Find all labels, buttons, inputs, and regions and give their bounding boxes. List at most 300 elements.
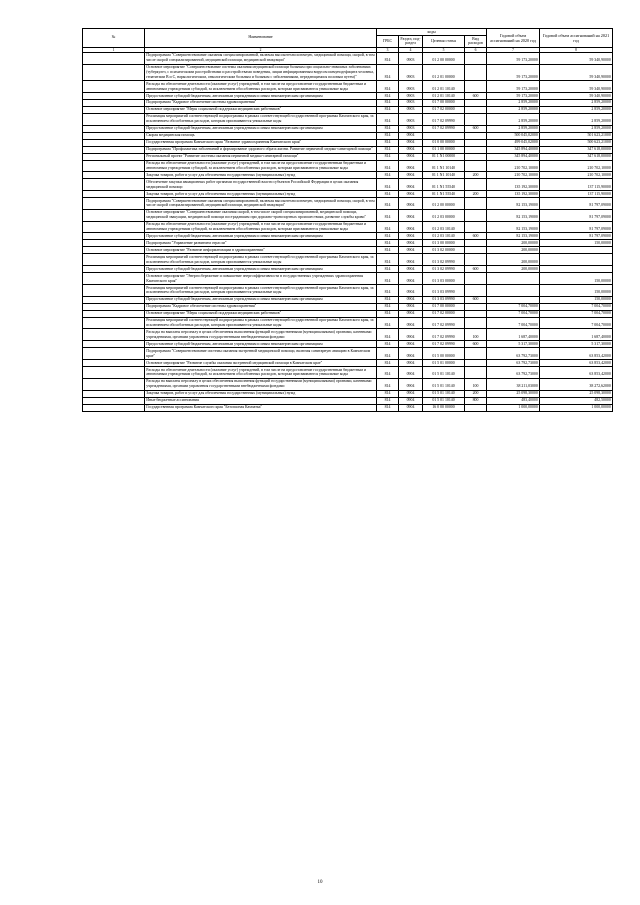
table-body: [83, 52, 613, 411]
cell-vr: [465, 366, 487, 378]
cell-grbs: 814: [377, 221, 399, 233]
cell-csr: 01 5 01 10140: [423, 397, 465, 404]
cell-vol2020: 210 702,10000: [487, 172, 540, 179]
cell-grbs: 814: [377, 329, 399, 341]
table-row: [83, 247, 613, 254]
cell-name: Подпрограмма "Кадровое обеспечение системы здравоохранения": [145, 99, 377, 106]
cell-name: Государственная программа Камчатского края "Развитие здравоохранения Камчатского края": [145, 139, 377, 146]
cell-num: [83, 284, 145, 296]
cell-vol2020: 82 153,19000: [487, 209, 540, 221]
table-row: [83, 153, 613, 160]
cell-razdel: 0904: [399, 296, 423, 303]
index-cell: 8: [540, 47, 613, 52]
table-row: [83, 266, 613, 273]
cell-csr: 01 7 00 00000: [423, 303, 465, 310]
header-csr: Целевая статья: [423, 35, 465, 47]
document-page: [82, 28, 612, 412]
cell-razdel: 0904: [399, 132, 423, 139]
cell-grbs: 814: [377, 397, 399, 404]
cell-vol2020: 200,00000: [487, 240, 540, 247]
cell-csr: 01 7 02 09990: [423, 317, 465, 329]
cell-name: Государственная программа Камчатского края "Безопасная Камчатка": [145, 404, 377, 411]
cell-vol2020: 59 173,20000: [487, 92, 540, 99]
cell-name: Предоставление субсидий бюджетным, автономным учреждениям и иным некоммерческим организациям: [145, 125, 377, 132]
index-cell: 5: [423, 47, 465, 52]
cell-vr: [465, 106, 487, 113]
cell-razdel: 0904: [399, 247, 423, 254]
cell-csr: 01 1 N1 10140: [423, 160, 465, 172]
cell-vol2020: 483,40000: [487, 397, 540, 404]
cell-vol2020: 1 000,00000: [487, 404, 540, 411]
cell-vol2021: 1 000,00000: [540, 404, 613, 411]
cell-vr: 100: [465, 378, 487, 390]
cell-vol2021: [540, 254, 613, 266]
table-row: [83, 64, 613, 81]
cell-vol2020: 38 211,03000: [487, 378, 540, 390]
cell-name: Основное мероприятие "Меры социальной поддержки медицинских работников": [145, 106, 377, 113]
cell-vr: 200: [465, 390, 487, 397]
header-razdel: Раздел, под-раздел: [400, 36, 421, 46]
cell-num: [83, 125, 145, 132]
cell-grbs: 814: [377, 360, 399, 367]
table-row: [83, 106, 613, 113]
cell-vol2021: [540, 266, 613, 273]
cell-vr: [465, 221, 487, 233]
cell-csr: 01 2 00 00000: [423, 52, 465, 64]
cell-razdel: 0904: [399, 273, 423, 285]
table-row: [83, 233, 613, 240]
cell-razdel: 0904: [399, 266, 423, 273]
cell-razdel: 0904: [399, 221, 423, 233]
cell-grbs: 814: [377, 273, 399, 285]
cell-vol2021: 81 797,09000: [540, 233, 613, 240]
cell-name: Закупка товаров, работ и услуг для обеспечения государственных (муниципальных) нужд: [145, 172, 377, 179]
cell-csr: 01 5 01 10140: [423, 390, 465, 397]
cell-vr: 600: [465, 341, 487, 348]
cell-csr: 01 7 00 00000: [423, 99, 465, 106]
cell-vol2020: 210 702,10000: [487, 160, 540, 172]
cell-csr: 01 1 N1 55540: [423, 179, 465, 191]
cell-vol2020: 2 859,20000: [487, 125, 540, 132]
table-row: [83, 341, 613, 348]
cell-name: Реализация мероприятий соответствующей подпрограммы в рамках соответствующей государственной программы Камчатского края, за исключением обособленных расходов, которым присваиваются уникальные коды: [145, 113, 377, 125]
cell-grbs: 814: [377, 266, 399, 273]
table-row: [83, 113, 613, 125]
cell-vol2020: 59 173,20000: [487, 64, 540, 81]
cell-name: Расходы на обеспечение деятельности (оказание услуг) учреждений, в том числе на предоставление государственным бюджетным и автономным учреждениям субсидий, за исключением обособленных расходов, которым присваиваются уникальные коды: [145, 221, 377, 233]
header-num: №: [83, 29, 145, 48]
cell-vol2021: 347 618,00000: [540, 153, 613, 160]
cell-vr: 200: [465, 191, 487, 198]
cell-razdel: 0903: [399, 106, 423, 113]
cell-grbs: 814: [377, 296, 399, 303]
cell-vr: [465, 284, 487, 296]
cell-csr: 01 3 03 09990: [423, 284, 465, 296]
cell-name: Подпрограмма "Совершенствование оказания специализированной, включая высокотехнологичную, медицинской помощи, скорой, в том числе скорой специализированной, медицинской помощи, медицинской эвакуации": [146, 53, 375, 63]
cell-vol2021: 137 115,90000: [540, 179, 613, 191]
cell-grbs: 814: [377, 153, 399, 160]
cell-name: Основное мероприятие "Меры социальной поддержки медицинских работников": [145, 310, 377, 317]
table-row: [83, 92, 613, 99]
cell-vol2020: 2 859,20000: [487, 113, 540, 125]
cell-razdel: 0903: [399, 81, 423, 93]
cell-vol2020: 345 894,40000: [487, 146, 540, 153]
cell-vol2021: 25 098,30000: [540, 390, 613, 397]
cell-razdel: 0904: [399, 139, 423, 146]
cell-vol2020: 59 173,20000: [487, 52, 540, 64]
cell-name: Закупка товаров, работ и услуг для обеспечения государственных (муниципальных) нужд: [145, 191, 377, 198]
cell-csr: 01 5 01 10140: [423, 378, 465, 390]
cell-name: Региональный проект "Развитие системы оказания первичной медико-санитарной помощи": [145, 153, 377, 160]
cell-name: Основное мероприятие "Развитие информатизации в здравоохранении": [145, 247, 377, 254]
cell-vol2021: 2 859,20000: [540, 99, 613, 106]
cell-razdel: 0904: [399, 179, 423, 191]
cell-csr: 01 2 01 10140: [423, 92, 465, 99]
cell-csr: 01 3 03 09990: [423, 296, 465, 303]
cell-vol2021: 501 623,21000: [540, 132, 613, 139]
table-row: [83, 360, 613, 367]
cell-num: [83, 92, 145, 99]
cell-grbs: 814: [377, 348, 399, 360]
cell-name: Расходы на выплаты персоналу в целях обеспечения выполнения функций государственными (муниципальными) органами, казенными учреждениями, органами управления государственными внебюджетными фондами: [145, 329, 377, 341]
cell-grbs: 814: [377, 52, 399, 64]
cell-grbs: 814: [377, 125, 399, 132]
cell-vr: [465, 198, 487, 210]
cell-num: [83, 378, 145, 390]
table-row: [83, 310, 613, 317]
cell-vr: [465, 360, 487, 367]
cell-vol2020: 63 792,73000: [487, 360, 540, 367]
cell-num: [83, 348, 145, 360]
cell-name: Предоставление субсидий бюджетным, автономным учреждениям и иным некоммерческим организациям: [145, 266, 377, 273]
cell-csr: 01 7 02 09990: [423, 125, 465, 132]
cell-num: [83, 160, 145, 172]
cell-vol2020: 7 004,70000: [487, 310, 540, 317]
table-row: [83, 172, 613, 179]
cell-csr: 01 7 02 09990: [423, 329, 465, 341]
cell-csr: 01 5 00 00000: [423, 348, 465, 360]
cell-vr: [465, 99, 487, 106]
table-row: [83, 160, 613, 172]
cell-name: Подпрограмма "Кадровое обеспечение системы здравоохранения": [145, 303, 377, 310]
cell-grbs: 814: [377, 233, 399, 240]
cell-num: [83, 317, 145, 329]
cell-num: [83, 303, 145, 310]
cell-name: Предоставление субсидий бюджетным, автономным учреждениям и иным некоммерческим организациям: [145, 296, 377, 303]
header-name: Наименование: [145, 29, 377, 48]
cell-razdel: 0904: [399, 146, 423, 153]
cell-vol2021: 150,00000: [540, 273, 613, 285]
cell-grbs: 814: [377, 191, 399, 198]
cell-razdel: 0904: [399, 341, 423, 348]
cell-name: Основное мероприятие "Совершенствование системы оказания медицинской помощи больным при социально-значимых заболеваниях (туберкулез, с психическими расстройствами и расстройствами поведения, лицам инфицированным вирусом иммунодефицита человека, гепатитами В и С, наркологическим, онкологическим больным и больным с заболеваниями, передающимися половым путем)": [145, 64, 377, 81]
cell-grbs: 814: [377, 99, 399, 106]
cell-num: [83, 209, 145, 221]
cell-vr: [465, 273, 487, 285]
cell-vr: 100: [465, 329, 487, 341]
cell-vol2021: 1 687,40000: [540, 329, 613, 341]
table-row: [83, 273, 613, 285]
cell-name: Подпрограмма "Совершенствование системы оказания экстренной медицинской помощи, включая санитарную авиацию в Камчатском крае": [145, 348, 377, 360]
cell-vr: 600: [465, 92, 487, 99]
cell-grbs: 814: [377, 198, 399, 210]
cell-vr: [465, 146, 487, 153]
cell-grbs: 814: [377, 341, 399, 348]
cell-num: [83, 52, 145, 64]
cell-grbs: 814: [377, 209, 399, 221]
cell-vol2021: 81 797,09000: [540, 198, 613, 210]
cell-razdel: 0904: [399, 233, 423, 240]
cell-vr: [465, 64, 487, 81]
cell-csr: 01 2 03 10140: [423, 233, 465, 240]
cell-vr: 600: [465, 125, 487, 132]
cell-vol2020: 82 153,19000: [487, 198, 540, 210]
cell-vr: [465, 209, 487, 221]
cell-vol2020: 82 153,19000: [487, 221, 540, 233]
cell-vr: [465, 240, 487, 247]
cell-csr: 01 3 00 00000: [423, 240, 465, 247]
table-row: [83, 198, 613, 210]
cell-num: [83, 221, 145, 233]
cell-num: [83, 99, 145, 106]
cell-vol2020: 82 153,19000: [487, 233, 540, 240]
cell-num: [83, 191, 145, 198]
cell-csr: 01 1 N1 55540: [423, 191, 465, 198]
cell-vol2021: 63 853,42000: [540, 360, 613, 367]
cell-razdel: 0904: [399, 240, 423, 247]
cell-name: Расходы на выплаты персоналу в целях обеспечения выполнения функций государственными (муниципальными) органами, казенными учреждениями, органами управления государственными внебюджетными фондами: [145, 378, 377, 390]
cell-vol2020: 500 045,02000: [487, 132, 540, 139]
cell-grbs: 814: [377, 240, 399, 247]
cell-num: [83, 132, 145, 139]
cell-razdel: 0904: [399, 303, 423, 310]
cell-vol2021: 2 859,20000: [540, 125, 613, 132]
cell-vol2020: 7 004,70000: [487, 303, 540, 310]
header-codes: коды: [377, 29, 487, 36]
table-row: [83, 366, 613, 378]
table-row: [83, 254, 613, 266]
cell-vol2021: 7 004,70000: [540, 303, 613, 310]
cell-vol2021: 63 853,42000: [540, 348, 613, 360]
cell-grbs: 814: [377, 106, 399, 113]
cell-vol2020: 25 098,30000: [487, 390, 540, 397]
cell-vol2020: 1 687,40000: [487, 329, 540, 341]
cell-num: [83, 329, 145, 341]
index-cell: 7: [487, 47, 540, 52]
cell-name: Основное мероприятие "Совершенствование оказания скорой, в том числе скорой специализированной, медицинской помощи, медицинской эвакуации, медицинской помощи пострадавшим при дорожно-транспортных происшествиях, развитие службы крови": [145, 209, 377, 221]
cell-vol2020: 5 317,30000: [487, 341, 540, 348]
header-row-1: [83, 29, 613, 36]
cell-num: [83, 153, 145, 160]
cell-num: [83, 390, 145, 397]
cell-vol2021: 59 340,90000: [540, 81, 613, 93]
cell-name: Расходы на обеспечение деятельности (оказание услуг) учреждений, в том числе на предоставление государственным бюджетным и автономным учреждениям субсидий, за исключением обособленных расходов, которым присваиваются уникальные коды: [145, 81, 377, 93]
table-row: [83, 99, 613, 106]
cell-name: Расходы на обеспечение деятельности (оказание услуг) учреждений, в том числе на предоставление государственным бюджетным и автономным учреждениям субсидий, за исключением обособленных расходов, которым присваиваются уникальные коды: [145, 160, 377, 172]
table-row: [83, 125, 613, 132]
cell-vol2021: 2 859,20000: [540, 106, 613, 113]
cell-vr: [465, 317, 487, 329]
table-row: [83, 404, 613, 411]
table-row: [83, 209, 613, 221]
cell-vr: 600: [465, 266, 487, 273]
cell-num: [83, 179, 145, 191]
cell-vol2020: 63 792,73000: [487, 348, 540, 360]
cell-vol2021: 81 797,09000: [540, 221, 613, 233]
cell-razdel: 0904: [399, 317, 423, 329]
cell-vol2021: 59 340,90000: [540, 92, 613, 99]
cell-vol2021: 347 618,00000: [540, 146, 613, 153]
cell-vol2021: 210 702,10000: [540, 172, 613, 179]
cell-name: Реализация мероприятий соответствующей подпрограммы в рамках соответствующей государственной программы Камчатского края, за исключением обособленных расходов, которым присваиваются уникальные коды: [145, 317, 377, 329]
cell-vr: [465, 404, 487, 411]
cell-razdel: 0904: [399, 348, 423, 360]
cell-razdel: 0904: [399, 366, 423, 378]
cell-num: [83, 273, 145, 285]
cell-vol2020: 200,00000: [487, 266, 540, 273]
cell-num: [83, 81, 145, 93]
cell-num: [83, 404, 145, 411]
cell-csr: 01 3 02 09990: [423, 266, 465, 273]
cell-csr: 01 5 01 10140: [423, 366, 465, 378]
cell-vol2021: 59 340,90000: [540, 64, 613, 81]
cell-vol2021: 150,00000: [540, 296, 613, 303]
cell-grbs: 814: [377, 378, 399, 390]
header-vr: Вид расходов: [465, 35, 487, 47]
cell-razdel: 0904: [399, 284, 423, 296]
table-row: [83, 146, 613, 153]
cell-razdel: 0903: [399, 125, 423, 132]
cell-num: [83, 139, 145, 146]
cell-grbs: 814: [377, 113, 399, 125]
cell-vr: 200: [465, 172, 487, 179]
cell-csr: 01 3 03 00000: [423, 273, 465, 285]
cell-vr: [465, 113, 487, 125]
cell-grbs: 814: [377, 317, 399, 329]
cell-name: Предоставление субсидий бюджетным, автономным учреждениям и иным некоммерческим организациям: [145, 233, 377, 240]
cell-vr: 800: [465, 397, 487, 404]
cell-razdel: 0904: [399, 404, 423, 411]
cell-vr: [465, 310, 487, 317]
table-row: [83, 296, 613, 303]
cell-vol2021: 500 623,21000: [540, 139, 613, 146]
budget-table: [82, 28, 613, 412]
cell-grbs: 814: [377, 139, 399, 146]
cell-razdel: 0904: [399, 378, 423, 390]
cell-vr: [465, 139, 487, 146]
cell-name: Закупка товаров, работ и услуг для обеспечения государственных (муниципальных) нужд: [145, 390, 377, 397]
cell-razdel: 0904: [399, 390, 423, 397]
cell-grbs: 814: [377, 303, 399, 310]
cell-csr: 01 7 02 09990: [423, 113, 465, 125]
cell-csr: 01 1 00 00000: [423, 146, 465, 153]
cell-vol2021: 137 115,90000: [540, 191, 613, 198]
cell-grbs: 814: [377, 390, 399, 397]
cell-razdel: 0904: [399, 198, 423, 210]
cell-vol2021: 7 004,70000: [540, 317, 613, 329]
cell-csr: 01 3 02 09990: [423, 254, 465, 266]
cell-num: [83, 198, 145, 210]
cell-grbs: 814: [377, 404, 399, 411]
header-vol2020: Годовой объем ассигнований на 2020 год: [487, 29, 540, 48]
cell-vol2020: [487, 273, 540, 285]
cell-grbs: 814: [377, 247, 399, 254]
cell-csr: 01 7 02 00000: [423, 310, 465, 317]
cell-grbs: 814: [377, 146, 399, 153]
cell-vol2020: 135 192,30000: [487, 191, 540, 198]
cell-razdel: 0904: [399, 160, 423, 172]
cell-razdel: 0903: [399, 64, 423, 81]
cell-num: [83, 397, 145, 404]
index-cell: 1: [83, 47, 145, 52]
cell-vol2021: 81 797,09000: [540, 209, 613, 221]
cell-vol2020: [487, 284, 540, 296]
table-row: [83, 81, 613, 93]
cell-csr: 01 1 N1 00000: [423, 153, 465, 160]
cell-num: [83, 64, 145, 81]
cell-num: [83, 240, 145, 247]
cell-name: Основное мероприятие "Развитие службы оказания экстренной медицинской помощи в Камчатском крае": [145, 360, 377, 367]
table-row: [83, 139, 613, 146]
cell-name: Реализация мероприятий соответствующей подпрограммы в рамках соответствующей государственной программы Камчатского края, за исключением обособленных расходов, которым присваиваются уникальные коды: [145, 284, 377, 296]
cell-vol2021: 7 004,70000: [540, 310, 613, 317]
cell-vol2020: 59 173,20000: [487, 81, 540, 93]
cell-name: Расходы на обеспечение деятельности (оказание услуг) учреждений, в том числе на предоставление государственным бюджетным и автономным учреждениям субсидий, за исключением обособленных расходов, которым присваиваются уникальные коды: [145, 366, 377, 378]
table-row: [83, 390, 613, 397]
header-vol2021: Годовой объем ассигнований на 2021 год: [540, 29, 613, 48]
cell-name: Обеспечение закупки авиационных работ органами государственной власти субъектов Российской Федерации в целях оказания медицинской помощи: [145, 179, 377, 191]
cell-vol2021: 150,00000: [540, 284, 613, 296]
cell-grbs: 814: [377, 172, 399, 179]
table-row: [83, 221, 613, 233]
page-number: 10: [317, 880, 323, 885]
cell-csr: 01 2 00 00000: [423, 198, 465, 210]
table-row: [83, 240, 613, 247]
cell-num: [83, 296, 145, 303]
cell-num: [83, 233, 145, 240]
cell-name: Реализация мероприятий соответствующей подпрограммы в рамках соответствующей государственной программы Камчатского края, за исключением обособленных расходов, которым присваиваются уникальные коды: [145, 254, 377, 266]
header-grbs: ГРБС: [377, 35, 399, 47]
cell-vr: [465, 179, 487, 191]
cell-razdel: 0904: [399, 360, 423, 367]
cell-num: [83, 146, 145, 153]
cell-name: Иные бюджетные ассигнования: [145, 397, 377, 404]
cell-csr: 01 3 02 00000: [423, 247, 465, 254]
cell-razdel: 0904: [399, 329, 423, 341]
cell-grbs: 814: [377, 92, 399, 99]
cell-vr: [465, 160, 487, 172]
cell-num: [83, 172, 145, 179]
cell-razdel: 0903: [399, 99, 423, 106]
cell-csr: 01 5 01 00000: [423, 360, 465, 367]
cell-grbs: 814: [377, 160, 399, 172]
cell-name: Скорая медицинская помощь: [145, 132, 377, 139]
cell-vr: [465, 247, 487, 254]
cell-razdel: 0904: [399, 153, 423, 160]
cell-vol2020: 200,00000: [487, 254, 540, 266]
cell-csr: 01 2 01 10140: [423, 81, 465, 93]
cell-vr: [465, 348, 487, 360]
cell-razdel: 0904: [399, 172, 423, 179]
cell-vr: 600: [465, 296, 487, 303]
cell-name: Подпрограмма "Профилактика заболеваний и формирование здорового образа жизни. Развитие первичной медико-санитарной помощи": [145, 146, 377, 153]
cell-vol2021: 59 340,90000: [540, 52, 613, 64]
cell-csr: 01 0 00 00000: [423, 139, 465, 146]
table-row: [83, 329, 613, 341]
cell-vol2020: 345 894,40000: [487, 153, 540, 160]
cell-name: Предоставление субсидий бюджетным, автономным учреждениям и иным некоммерческим организациям: [145, 92, 377, 99]
cell-vr: [465, 132, 487, 139]
